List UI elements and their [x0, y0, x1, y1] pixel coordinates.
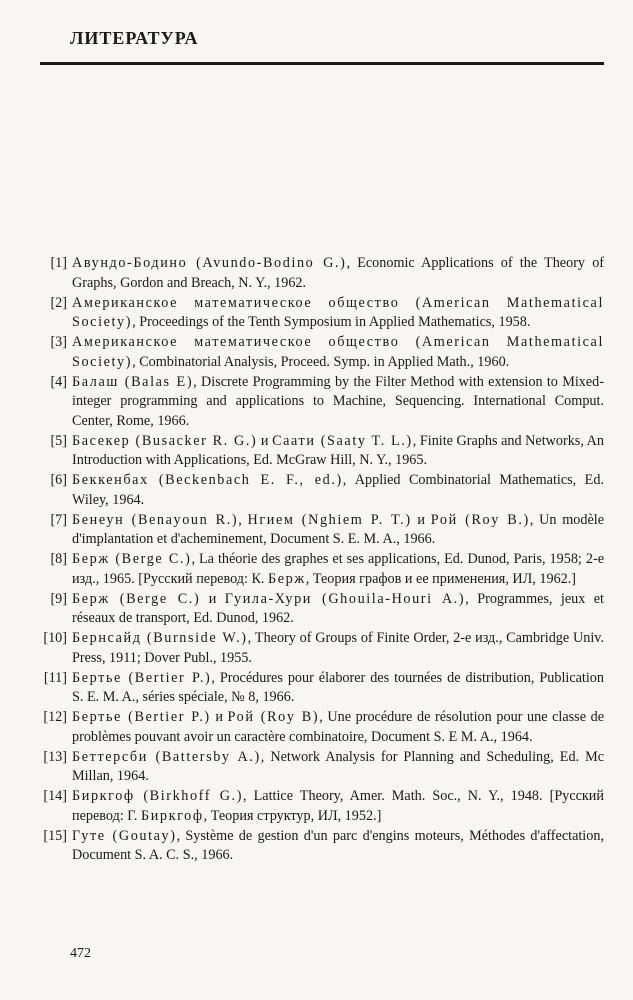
- reference-segment: и: [257, 432, 273, 449]
- reference-segment: , Теория графов и ее применения, ИЛ, 1962.]: [305, 570, 577, 587]
- reference-author: Бертье (Bertier P.): [72, 669, 212, 686]
- reference-number: [13]: [43, 748, 67, 765]
- reference-entry: [36, 373, 604, 432]
- reference-number: [1]: [50, 255, 67, 271]
- reference-author: Нгием (Nghiem P. T.): [247, 511, 412, 528]
- reference-number: [10]: [43, 630, 67, 646]
- reference-segment: , Network Analysis for Planning and Scheduling, Ed. Mc Millan, 1964.: [72, 748, 605, 784]
- reference-author: Басекер (Busacker R. G.): [72, 432, 258, 449]
- reference-segment: , La théorie des graphes et ses applications, Ed. Dunod, Paris, 1958; 2-е изд., 1965. [Русский перевод: К.: [72, 551, 604, 587]
- reference-entry: [36, 669, 604, 708]
- reference-number: [5]: [50, 432, 67, 449]
- reference-number: [3]: [50, 334, 67, 350]
- reference-number: [7]: [50, 511, 67, 528]
- reference-segment: , Discrete Programming by the Filter Method with extension to Mixed-integer programming and applications to Machine, Sequencing. International Comput. Center, Rome, 1966.: [72, 373, 604, 429]
- reference-number: [15]: [43, 827, 67, 844]
- reference-author: Американское математическое общество (American Mathematical Society): [72, 334, 604, 370]
- reference-number: [8]: [50, 551, 67, 567]
- reference-entry: [36, 294, 604, 333]
- reference-text: [72, 511, 604, 550]
- reference-author: Биркгоф: [140, 807, 204, 824]
- reference-text: [72, 787, 604, 826]
- reference-author: Берж (Berge C.): [72, 551, 192, 567]
- reference-text: [72, 708, 604, 747]
- reference-segment: , Système de gestion d'un parc d'engins moteurs, Méthodes d'affectation, Document S. A. C. S., 1966.: [72, 827, 604, 863]
- reference-entry: [36, 827, 604, 866]
- reference-author: Гуила-Хури (Ghouila-Houri A.): [224, 590, 466, 607]
- reference-text: [72, 550, 604, 589]
- reference-author: Биркгоф (Birkhoff G.): [72, 788, 244, 804]
- reference-entry: [36, 254, 604, 293]
- reference-number: [11]: [43, 669, 67, 686]
- reference-entry: [36, 787, 604, 826]
- reference-author: Авундо-Бодино (Avundo-Bodino G.): [72, 255, 347, 271]
- reference-author: Беттерсби (Battersby A.): [72, 748, 261, 765]
- reference-entry: [36, 432, 604, 471]
- reference-segment: , Programmes, jeux et réseaux de transport, Ed. Dunod, 1962.: [72, 590, 604, 626]
- reference-author: Бенеун (Benayoun R.): [72, 511, 239, 528]
- reference-text: [72, 669, 604, 708]
- reference-segment: , Proceedings of the Tenth Symposium in Applied Mathematics, 1958.: [132, 314, 531, 330]
- page-title: ЛИТЕРАТУРА: [70, 28, 199, 48]
- reference-number: [12]: [43, 709, 67, 725]
- reference-segment: , Теория структур, ИЛ, 1952.]: [203, 807, 382, 824]
- reference-text: [72, 333, 604, 372]
- reference-author: Бертье (Bertier P.): [72, 709, 211, 725]
- reference-segment: и: [200, 590, 225, 607]
- reference-author: Американское математическое общество (American Mathematical Society): [72, 294, 604, 330]
- reference-author: Рой (Roy B.): [430, 511, 530, 528]
- heading-rule: [40, 62, 604, 65]
- reference-segment: , Lattice Theory, Amer. Math. Soc., N. Y., 1948. [Русский перевод: Г.: [72, 788, 604, 824]
- reference-number: [6]: [50, 472, 67, 488]
- reference-segment: , Combinatorial Analysis, Proceed. Symp. in Applied Math., 1960.: [132, 353, 510, 370]
- reference-author: Саати (Saaty T. L.): [272, 432, 413, 449]
- reference-text: [72, 471, 604, 510]
- reference-segment: , Finite Graphs and Networks, An Introduction with Applications, Ed. McGraw Hill, N. Y., 1965.: [72, 432, 604, 468]
- reference-list: [36, 254, 604, 866]
- reference-entry: [36, 748, 604, 787]
- reference-segment: , Un modèle d'implantation et d'acheminement, Document S. E. M. A., 1966.: [72, 511, 604, 547]
- reference-entry: [36, 511, 604, 550]
- reference-segment: , Applied Combinatorial Mathematics, Ed. Wiley, 1964.: [72, 472, 604, 508]
- reference-text: [72, 827, 604, 866]
- reference-segment: и: [411, 511, 431, 528]
- reference-number: [9]: [50, 590, 67, 607]
- reference-entry: [36, 708, 604, 747]
- reference-text: [72, 254, 604, 293]
- reference-segment: , Procédures pour élaborer des tournées de distribution, Publication S. E. M. A., séries spéciale, № 8, 1966.: [72, 669, 604, 705]
- reference-entry: [36, 333, 604, 372]
- reference-segment: ,: [238, 511, 248, 528]
- page-number: 472: [70, 946, 91, 961]
- reference-segment: , Economic Applications of the Theory of Graphs, Gordon and Breach, N. Y., 1962.: [72, 255, 605, 291]
- reference-segment: , Theory of Groups of Finite Order, 2-е изд., Cambridge Univ. Press, 1911; Dover Publ., 1955.: [72, 630, 604, 666]
- reference-number: [2]: [50, 294, 67, 311]
- reference-author: Гуте (Goutay): [72, 827, 177, 844]
- reference-entry: [36, 471, 604, 510]
- reference-author: Рой (Roy B): [227, 709, 320, 725]
- reference-author: Берж (Berge C.): [72, 590, 201, 607]
- reference-text: [72, 629, 604, 668]
- reference-number: [4]: [50, 373, 67, 390]
- reference-author: Берж: [268, 570, 306, 587]
- reference-entry: [36, 550, 604, 589]
- reference-number: [14]: [43, 788, 67, 804]
- reference-text: [72, 748, 604, 787]
- reference-segment: и: [210, 709, 228, 725]
- reference-author: Балаш (Balas E): [72, 373, 194, 390]
- reference-text: [72, 294, 604, 333]
- reference-author: Бернсайд (Burnside W.): [72, 630, 248, 646]
- reference-text: [72, 590, 604, 629]
- reference-author: Беккенбах (Beckenbach E. F., ed.): [72, 472, 343, 488]
- reference-text: [72, 432, 604, 471]
- reference-text: [72, 373, 604, 432]
- reference-entry: [36, 629, 604, 668]
- reference-segment: , Une procédure de résolution pour une classe de problèmes pouvant avoir un caractère combinatoire, Document S. E M. A., 1964.: [72, 709, 605, 745]
- reference-entry: [36, 590, 604, 629]
